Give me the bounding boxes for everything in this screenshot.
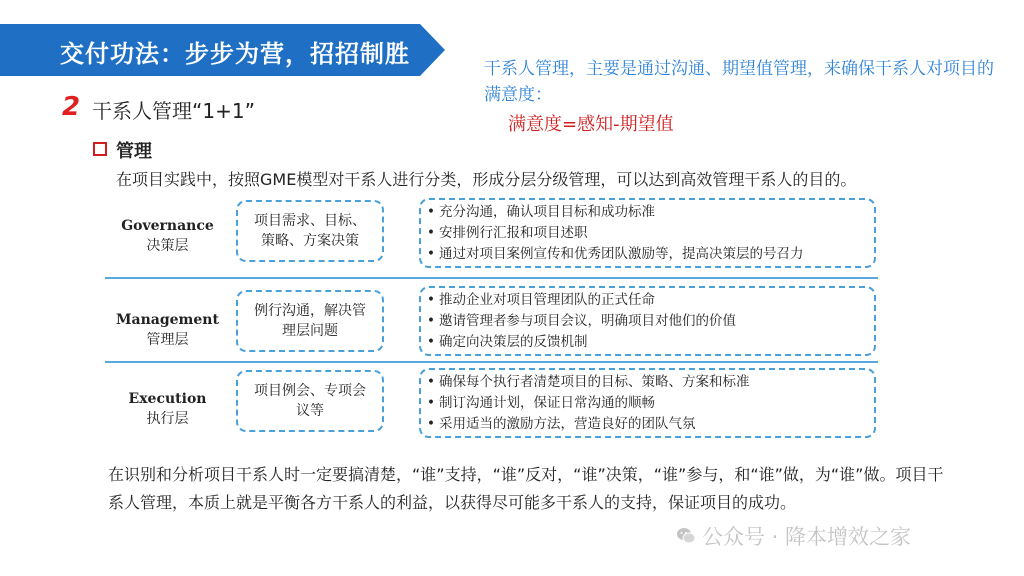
- wechat-icon: [676, 527, 696, 545]
- subsection-title: 管理: [116, 141, 152, 162]
- summary-text: 在识别和分析项目干系人时一定要搞清楚，“谁”支持，“谁”反对，“谁”决策，“谁”参与，和“谁”做，为“谁”做。项目干系人管理，本质上就是平衡各方干系人的利益，以获得尽可能多干系人的支持，保证项目的成功。: [108, 465, 944, 512]
- layer-divider: [105, 361, 878, 363]
- action-item: • 通过对项目案例宣传和优秀团队激励等，提高决策层的号召力: [427, 244, 868, 265]
- layer-execution-actions: [419, 368, 876, 438]
- banner-title: 交付功法：步步为营，招招制胜: [60, 40, 410, 68]
- action-item: • 采用适当的激励方法，营造良好的团队气氛: [427, 414, 868, 435]
- layer-management-actions: [419, 286, 876, 356]
- layer-zh-label: 决策层: [146, 238, 189, 254]
- action-item: • 推动企业对项目管理团队的正式任命: [427, 290, 868, 311]
- layer-zh-label: 执行层: [146, 411, 189, 427]
- action-item: • 安排例行汇报和项目述职: [427, 223, 868, 244]
- layer-governance-focus: 项目需求、目标、策略、方案决策: [236, 200, 384, 262]
- section-number: 2: [62, 92, 81, 122]
- layer-execution-focus: 项目例会、专项会议等: [236, 370, 384, 432]
- layer-en-label: Management: [116, 312, 219, 328]
- watermark: [676, 521, 911, 551]
- action-item: • 充分沟通，确认项目目标和成功标准: [427, 202, 868, 223]
- layer-management-focus: 例行沟通，解决管理层问题: [236, 290, 384, 352]
- stakeholder-note: 干系人管理，主要是通过沟通、期望值管理，来确保干系人对项目的满意度：: [484, 59, 994, 105]
- section-title: 干系人管理“1+1”: [92, 99, 255, 123]
- layer-divider: [105, 277, 878, 279]
- intro-text: 在项目实践中，按照GME模型对干系人进行分类，形成分层分级管理，可以达到高效管理干系人的目的。: [116, 170, 857, 189]
- layer-zh-label: 管理层: [146, 332, 189, 348]
- layer-governance-actions: [419, 198, 876, 268]
- watermark-text: 公众号 · 降本增效之家: [702, 525, 912, 549]
- action-item: • 邀请管理者参与项目会议，明确项目对他们的价值: [427, 311, 868, 332]
- layer-en-label: Execution: [128, 391, 207, 407]
- layer-management-name: [105, 310, 230, 350]
- action-item: • 制订沟通计划，保证日常沟通的顺畅: [427, 393, 868, 414]
- layer-execution-name: [105, 389, 230, 429]
- action-item: • 确定向决策层的反馈机制: [427, 332, 868, 353]
- layer-governance-name: [105, 216, 230, 256]
- square-bullet-icon: [93, 142, 107, 156]
- satisfaction-formula: 满意度=感知-期望值: [508, 114, 674, 135]
- action-item: • 确保每个执行者清楚项目的目标、策略、方案和标准: [427, 372, 868, 393]
- layer-en-label: Governance: [121, 218, 214, 234]
